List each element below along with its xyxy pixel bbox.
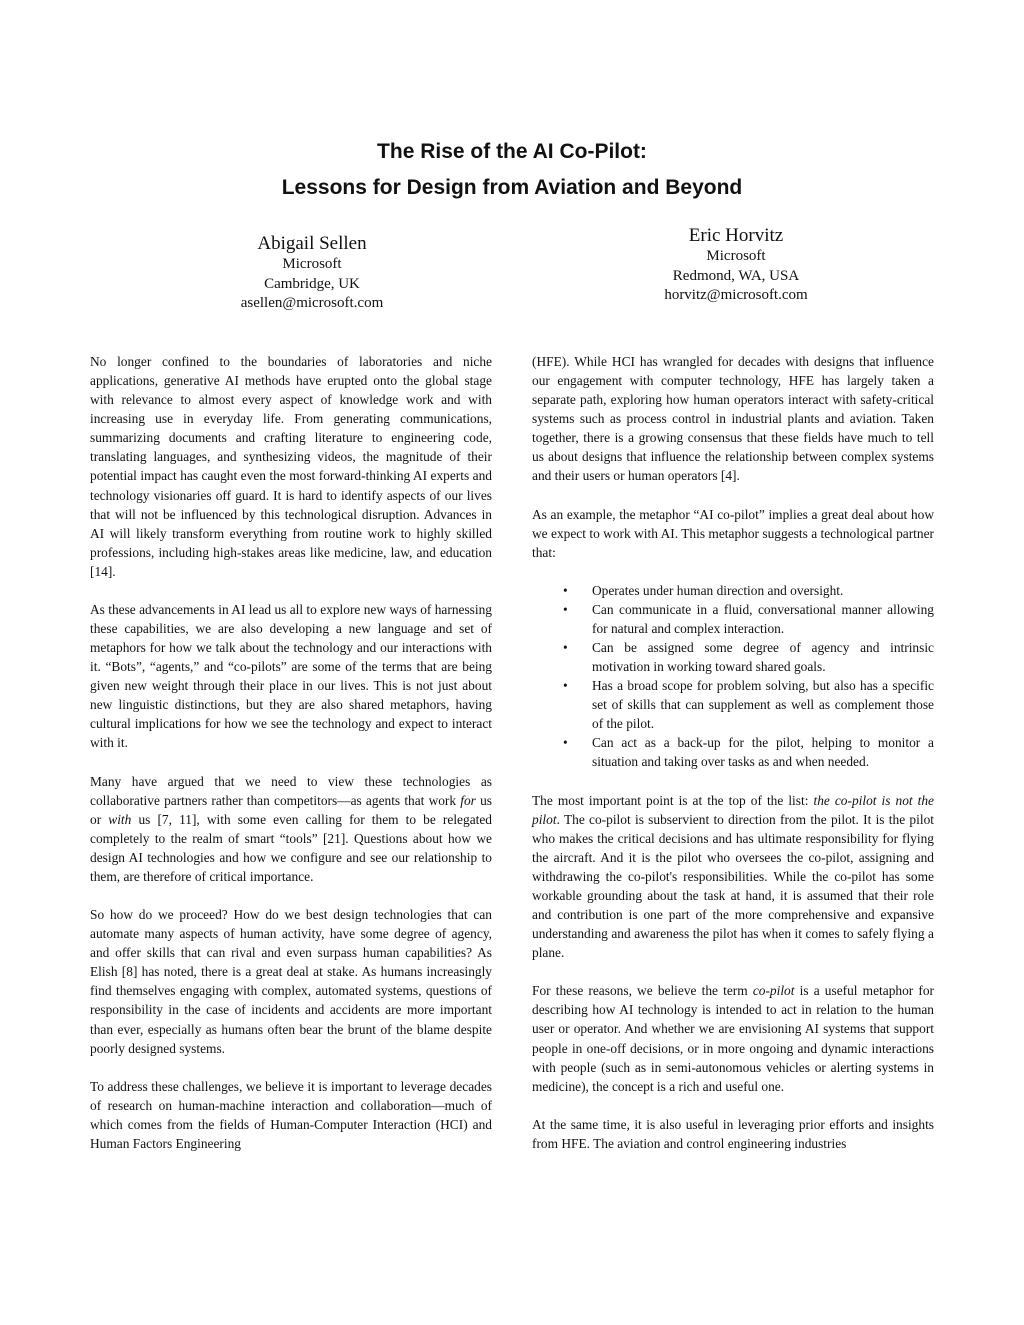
text-run: . The co-pilot is subservient to direction from the pilot. It is the pilot who makes the critical decisions and has ultimate responsibility for flying the aircraft. And it is the pilot who oversees the co-pilot, assigning and withdrawing the co-pilot's responsibilities. While the co-pilot has some workable grounding about the task at hand, it is assumed that their role and contribution is one part of the more comprehensive and expansive understanding and awareness the pilot has when it comes to safely flying a plane. — [532, 811, 934, 961]
bullet-icon: • — [563, 640, 568, 656]
bullet-icon: • — [563, 735, 568, 751]
emphasis-co-pilot: co-pilot — [752, 983, 795, 999]
emphasis-for: for — [460, 792, 476, 808]
paper-title-line-2: Lessons for Design from Aviation and Beyond — [281, 176, 743, 199]
emphasis-with: with — [108, 811, 132, 827]
paragraph-useful-metaphor — [532, 981, 934, 1095]
list-item — [563, 581, 934, 600]
paragraph-copilot-not-pilot — [532, 791, 934, 963]
paragraph-how-to-proceed: So how do we proceed? How do we best design technologies that can automate many aspects of human activity, have some degree of agency, and offer skills that can rival and even surpass human capabilities? As Elish [8] has noted, there is a great deal at stake. As humans increasingly find themselves engaging with complex, automated systems, questions of responsibility in the case of incidents and accidents are more important than ever, especially as humans often bear the brunt of the blame despite poorly designed systems. — [90, 907, 492, 1056]
bullet-icon: • — [563, 601, 568, 617]
list-item-text: Operates under human direction and oversight. — [592, 582, 844, 598]
list-item — [563, 638, 934, 676]
list-item-text: Can communicate in a fluid, conversational manner allowing for natural and complex interaction. — [592, 601, 934, 636]
text-run: For these reasons, we believe the term — [532, 983, 753, 999]
bullet-icon: • — [563, 582, 568, 598]
emphasis-copilot-not-pilot: the co-pilot is not the pilot — [532, 792, 934, 827]
list-item-text: Can act as a back-up for the pilot, helping to monitor a situation and taking over tasks as and when needed. — [592, 735, 934, 770]
author-organization: Microsoft — [706, 248, 766, 264]
author-organization: Microsoft — [282, 256, 342, 272]
list-item-text: Has a broad scope for problem solving, but also has a specific set of skills that can supplement as well as complement those of the pilot. — [592, 678, 934, 732]
list-item — [563, 600, 934, 638]
paragraph-intro: No longer confined to the boundaries of laboratories and niche applications, generative AI methods have erupted onto the global stage with relevance to almost every aspect of knowledge work and with increasing use in everyday life. From generating communications, summarizing documents and crafting literature to engineering code, translating languages, and synthesizing videos, the magnitude of their potential impact has caught even the most forward-thinking AI experts and technology visionaries off guard. It is hard to identify aspects of our lives that will not be influenced by this technological disruption. Advances in AI will likely transform everything from routine work to highly skilled professions, including high-stakes areas like medicine, law, and education [14]. — [90, 354, 492, 579]
author-block-sellen — [212, 233, 412, 314]
author-email: horvitz@microsoft.com — [664, 287, 808, 303]
left-column — [90, 352, 492, 1172]
list-item — [563, 676, 934, 733]
author-block-horvitz — [636, 225, 836, 306]
paragraph-collaborative-partners — [90, 772, 492, 886]
copilot-traits-list — [532, 581, 934, 772]
author-location: Cambridge, UK — [264, 275, 360, 292]
text-run: us [7, 11], with some even calling for them to be relegated completely to the realm of smart “tools” [21]. Questions about how we design AI technologies and how we configure and see our relationship to them, are therefore of critical importance. — [90, 811, 492, 884]
author-email: asellen@microsoft.com — [240, 295, 384, 311]
right-column — [532, 352, 934, 1172]
list-item — [563, 733, 934, 771]
paragraph-hfe: (HFE). While HCI has wrangled for decades with designs that influence our engagement with computer technology, HFE has largely taken a separate path, exploring how human operators interact with safety-critical systems such as process control in industrial plants and aviation. Taken together, there is a growing consensus that these fields have much to tell us about designs that influence the relationship between complex systems and their users or human operators [4]. — [532, 354, 934, 484]
author-name: Abigail Sellen — [257, 233, 367, 254]
paragraph-metaphors: As these advancements in AI lead us all to explore new ways of harnessing these capabilities, we are also developing a new language and set of metaphors for how we talk about the technology and our interactions with it. “Bots”, “agents,” and “co-pilots” are some of the terms that are being given new weight through their place in our lives. This is not just about new linguistic distinctions, but they are also shared metaphors, having cultural implications for how we see the technology and expect to interact with it. — [90, 601, 492, 751]
author-location: Redmond, WA, USA — [672, 267, 800, 284]
paragraph-leveraging-hfe: At the same time, it is also useful in leveraging prior efforts and insights from HFE. The aviation and control engineering industries — [532, 1116, 934, 1151]
text-run: Many have argued that we need to view these technologies as collaborative partners rather than competitors—as agents that work — [90, 773, 492, 808]
paragraph-address-challenges: To address these challenges, we believe it is important to leverage decades of research on human-machine interaction and collaboration—much of which comes from the fields of Human-Computer Interaction (HCI) and Human Factors Engineering — [90, 1078, 492, 1151]
text-run: is a useful metaphor for describing how AI technology is intended to act in relation to the human user or operator. And whether we are envisioning AI systems that support people in one-off decisions, or in more ongoing and dynamic interactions with people (such as in semi-autonomous vehicles or alerting systems in medicine), the concept is a rich and useful one. — [532, 983, 934, 1094]
text-run: The most important point is at the top of the list: — [532, 792, 814, 808]
author-name: Eric Horvitz — [688, 225, 784, 246]
paper-title-line-1: The Rise of the AI Co-Pilot: — [377, 140, 647, 163]
paragraph-copilot-metaphor: As an example, the metaphor “AI co-pilot” implies a great deal about how we expect to work with AI. This metaphor suggests a technological partner that: — [532, 506, 934, 560]
bullet-icon: • — [563, 678, 568, 694]
text-run: us or — [90, 792, 492, 827]
list-item-text: Can be assigned some degree of agency and intrinsic motivation in working toward shared goals. — [592, 640, 934, 675]
